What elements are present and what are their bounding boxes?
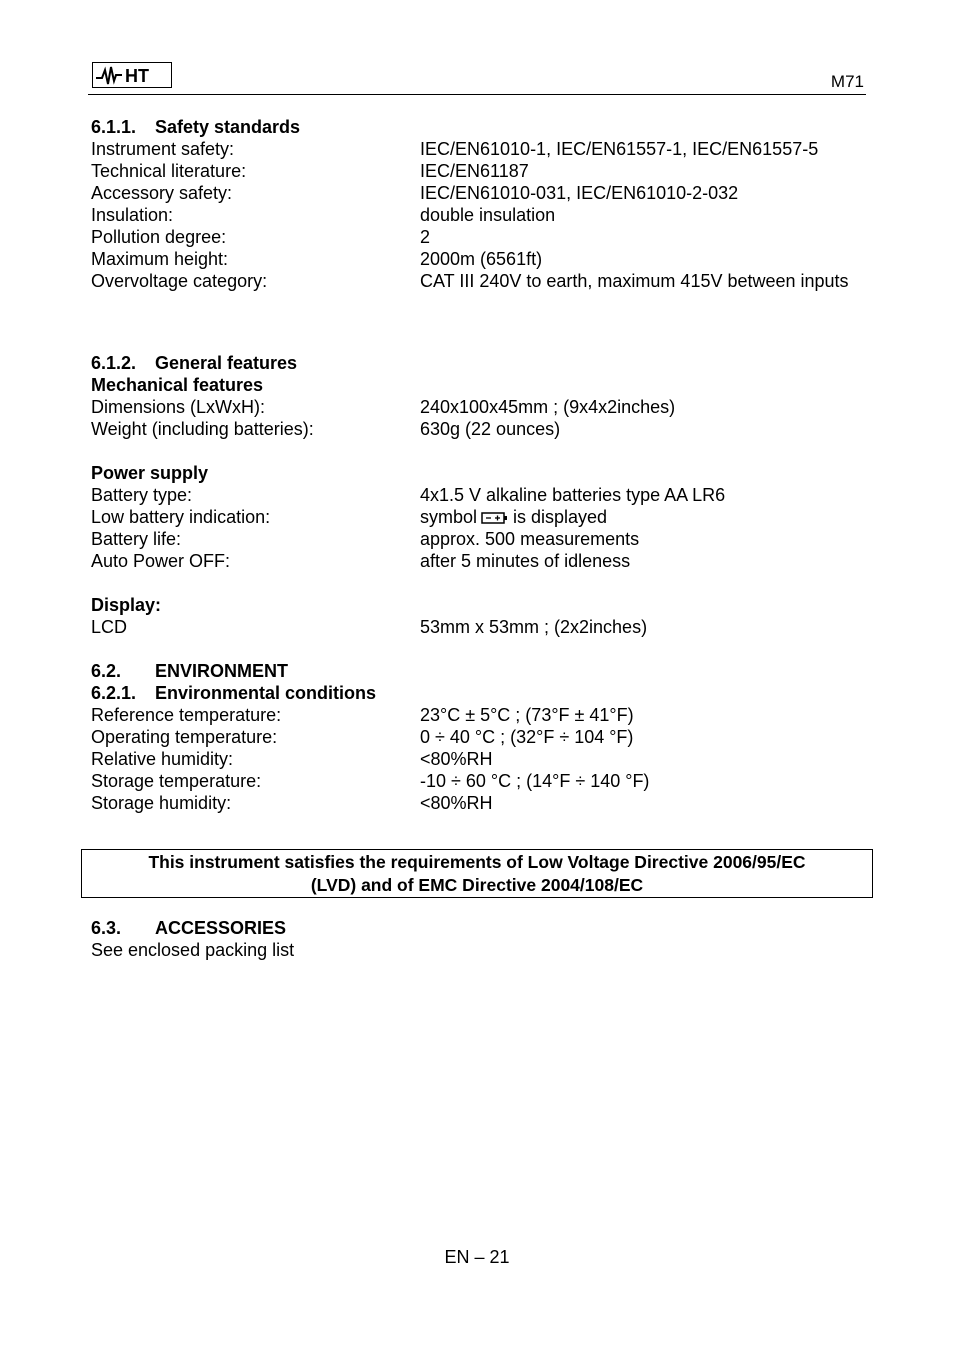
spec-row xyxy=(91,704,881,726)
page-number: EN – 21 xyxy=(444,1247,510,1267)
accessories-text: See enclosed packing list xyxy=(91,940,295,960)
spec-value: 53mm x 53mm ; (2x2inches) xyxy=(420,617,648,637)
spec-row xyxy=(91,226,881,248)
low-battery-icon xyxy=(481,511,509,525)
spec-value: 2000m (6561ft) xyxy=(420,249,543,269)
spec-row xyxy=(91,138,881,160)
spec-label: Reference temperature: xyxy=(91,705,282,725)
subheading-display: Display: xyxy=(91,595,162,615)
spec-value: -10 ÷ 60 °C ; (14°F ÷ 140 °F) xyxy=(420,771,650,791)
spec-label: Overvoltage category: xyxy=(91,271,268,291)
spec-row xyxy=(91,550,881,572)
spec-label: Operating temperature: xyxy=(91,727,278,747)
spec-row xyxy=(91,792,881,814)
spec-value: 23°C ± 5°C ; (73°F ± 41°F) xyxy=(420,705,634,725)
spec-value-text: is displayed xyxy=(513,507,608,527)
notice-line: This instrument satisfies the requirements of Low Voltage Directive 2006/95/EC xyxy=(148,851,806,872)
svg-text:HT: HT xyxy=(125,66,149,86)
spec-value: IEC/EN61010-031, IEC/EN61010-2-032 xyxy=(420,183,739,203)
spec-label: Battery type: xyxy=(91,485,193,505)
spec-label: Storage humidity: xyxy=(91,793,232,813)
spec-value: 4x1.5 V alkaline batteries type AA LR6 xyxy=(420,485,726,505)
spec-label: Auto Power OFF: xyxy=(91,551,231,571)
spec-row xyxy=(91,770,881,792)
spec-row xyxy=(91,204,881,226)
section-heading-general: 6.1.2. General features xyxy=(91,353,298,373)
spec-value: approx. 500 measurements xyxy=(420,529,640,549)
spec-label: Maximum height: xyxy=(91,249,229,269)
ht-logo xyxy=(92,62,172,88)
spec-row xyxy=(91,160,881,182)
spec-row xyxy=(91,182,881,204)
accessories-section xyxy=(91,917,294,961)
spec-value: 240x100x45mm ; (9x4x2inches) xyxy=(420,397,676,417)
spec-label: Pollution degree: xyxy=(91,227,227,247)
spec-value: <80%RH xyxy=(420,793,493,813)
spec-row xyxy=(91,616,881,638)
spec-row xyxy=(91,248,881,270)
subsection-heading-env-conditions: 6.2.1. Environmental conditions xyxy=(91,683,377,703)
subheading-mechanical: Mechanical features xyxy=(91,375,264,395)
spec-row xyxy=(91,506,881,528)
spec-value: 0 ÷ 40 °C ; (32°F ÷ 104 °F) xyxy=(420,727,634,747)
spec-row xyxy=(91,748,881,770)
header-divider xyxy=(88,94,866,95)
spec-value: 630g (22 ounces) xyxy=(420,419,561,439)
spec-label: Instrument safety: xyxy=(91,139,235,159)
spec-label: Dimensions (LxWxH): xyxy=(91,397,266,417)
spec-value: after 5 minutes of idleness xyxy=(420,551,631,571)
model-name: M71 xyxy=(830,72,864,91)
spec-label: Relative humidity: xyxy=(91,749,234,769)
directive-notice-box xyxy=(81,849,873,898)
spec-row xyxy=(91,528,881,550)
section-heading-accessories: 6.3. ACCESSORIES xyxy=(91,918,287,938)
spec-label: Technical literature: xyxy=(91,161,247,181)
spec-row xyxy=(91,396,881,418)
notice-line: (LVD) and of EMC Directive 2004/108/EC xyxy=(310,874,644,895)
spec-label: Battery life: xyxy=(91,529,182,549)
spec-label: Insulation: xyxy=(91,205,174,225)
spec-label: LCD xyxy=(91,617,128,637)
spec-value: CAT III 240V to earth, maximum 415V between inputs xyxy=(420,271,849,291)
spec-row xyxy=(91,270,881,292)
spec-label: Weight (including batteries): xyxy=(91,419,314,439)
spec-value: IEC/EN61187 xyxy=(420,161,529,181)
spec-value xyxy=(420,506,881,528)
section-heading-safety: 6.1.1. Safety standards xyxy=(91,117,301,137)
spec-row xyxy=(91,418,881,440)
spec-value: <80%RH xyxy=(420,749,493,769)
spec-label: Low battery indication: xyxy=(91,507,271,527)
spec-row xyxy=(91,484,881,506)
spec-label: Accessory safety: xyxy=(91,183,233,203)
spec-label: Storage temperature: xyxy=(91,771,262,791)
section-heading-environment: 6.2. ENVIRONMENT xyxy=(91,661,289,681)
spec-content xyxy=(91,116,881,814)
spec-value: 2 xyxy=(420,227,431,247)
spec-value-text: symbol xyxy=(420,507,478,527)
subheading-power: Power supply xyxy=(91,463,209,483)
spec-row xyxy=(91,726,881,748)
spec-value: double insulation xyxy=(420,205,556,225)
spec-value: IEC/EN61010-1, IEC/EN61557-1, IEC/EN61557-5 xyxy=(420,139,819,159)
